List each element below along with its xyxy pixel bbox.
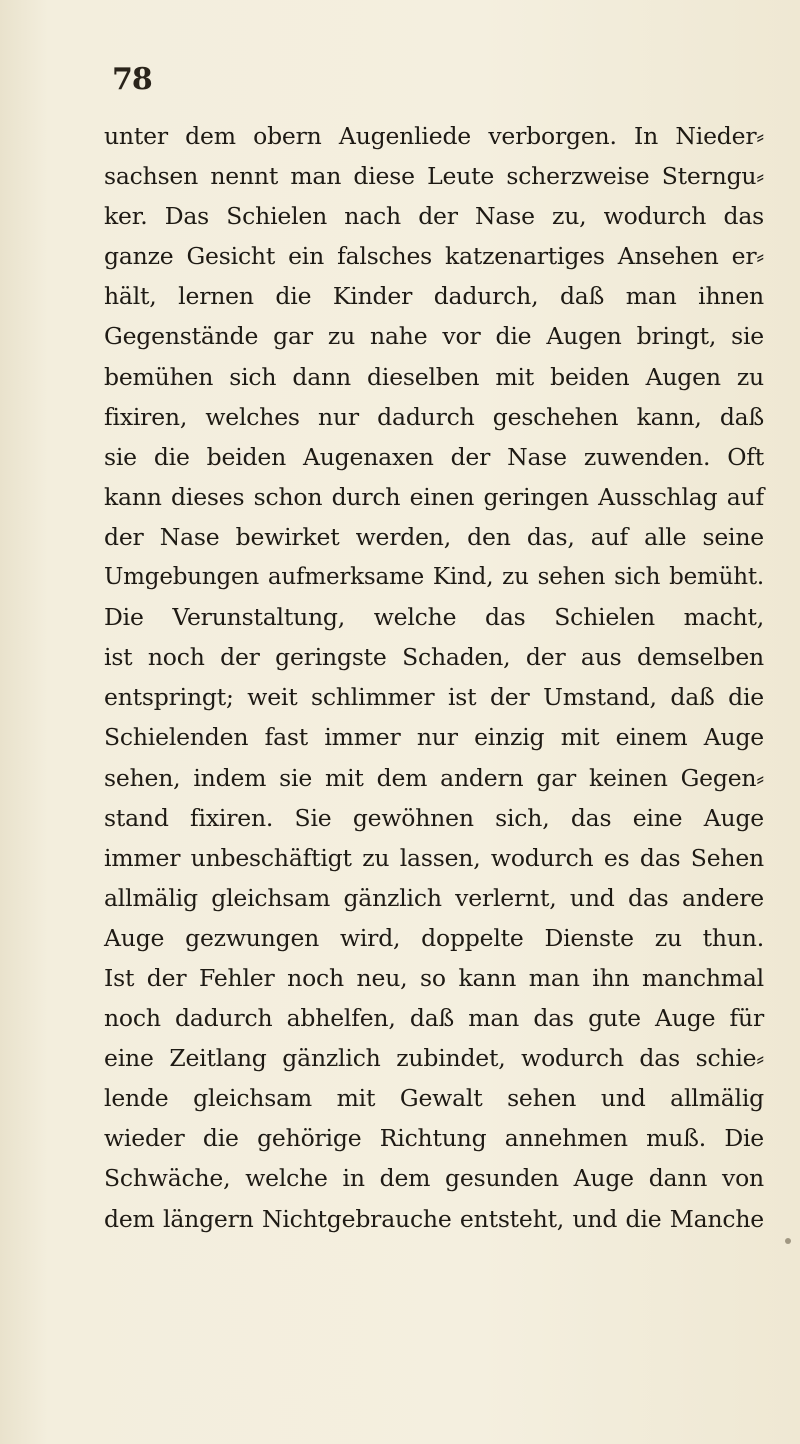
text-line: eine Zeitlang gänzlich zubindet, wodurch das schie⸗ [104,1044,764,1073]
text-line: Die Verunstaltung, welche das Schielen macht, [104,603,764,632]
text-line: Schwäche, welche in dem gesunden Auge dann von [104,1164,764,1193]
text-line: ganze Gesicht ein falsches katzenartiges Ansehen er⸗ [104,242,764,271]
text-line: entspringt; weit schlimmer ist der Umstand, daß die [104,683,764,712]
ink-speck [785,1238,791,1244]
text-line: lende gleichsam mit Gewalt sehen und allmälig [104,1084,764,1113]
text-line: stand fixiren. Sie gewöhnen sich, das eine Auge [104,803,764,832]
text-line: hält, lernen die Kinder dadurch, daß man ihnen [104,282,764,311]
text-line: Umgebungen aufmerksame Kind, zu sehen sich bemüht. [104,564,764,591]
page-number: 78 [112,62,152,97]
text-line: immer unbeschäftigt zu lassen, wodurch es das Sehen [104,843,764,872]
text-line: Ist der Fehler noch neu, so kann man ihn manchmal [104,963,764,992]
body-text [104,116,764,1239]
text-line: noch dadurch abhelfen, daß man das gute Auge für [104,1004,764,1033]
text-line: ist noch der geringste Schaden, der aus demselben [104,643,764,672]
text-line: dem längern Nichtgebrauche entsteht, und die Manche [104,1204,764,1233]
text-line: unter dem obern Augenliede verborgen. In Nieder⸗ [104,122,764,150]
text-line: bemühen sich dann dieselben mit beiden Augen zu [104,362,764,391]
text-line: sie die beiden Augenaxen der Nase zuwenden. Oft [104,442,764,471]
text-line: sachsen nennt man diese Leute scherzweise Sterngu⸗ [104,162,764,191]
text-line: Schielenden fast immer nur einzig mit einem Auge [104,723,764,752]
text-line: wieder die gehörige Richtung annehmen muß. Die [104,1124,764,1153]
text-line: ker. Das Schielen nach der Nase zu, wodurch das [104,202,764,231]
text-line: Gegenstände gar zu nahe vor die Augen bringt, sie [104,322,764,351]
text-line: allmälig gleichsam gänzlich verlernt, und das andere [104,883,764,912]
text-line: fixiren, welches nur dadurch geschehen kann, daß [104,402,764,431]
text-line: kann dieses schon durch einen geringen Ausschlag auf [104,482,764,511]
text-line: sehen, indem sie mit dem andern gar keinen Gegen⸗ [104,763,764,792]
text-line: der Nase bewirket werden, den das, auf alle seine [104,522,764,551]
text-line: Auge gezwungen wird, doppelte Dienste zu thun. [104,923,764,952]
